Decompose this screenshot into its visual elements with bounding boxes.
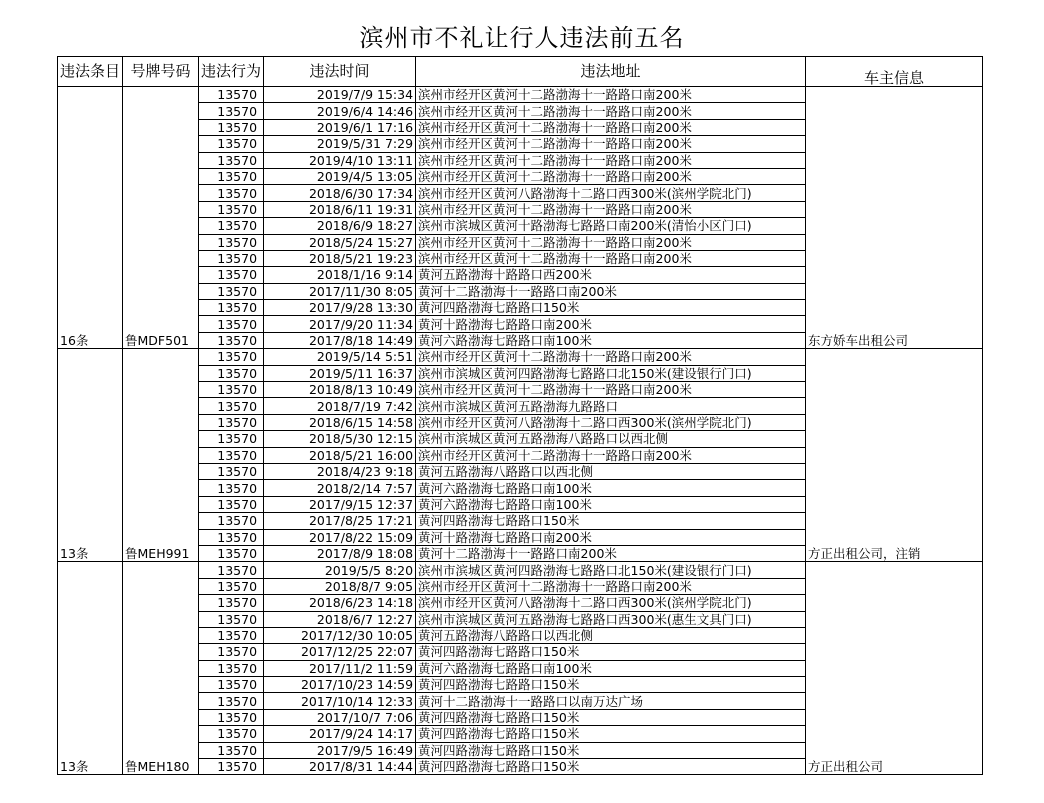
violation-address: 黄河四路渤海七路路口150米 (416, 644, 806, 660)
violation-address: 滨州市经开区黄河十二路渤海十一路路口南200米 (416, 234, 806, 250)
violation-time: 2017/10/14 12:33 (264, 693, 416, 709)
violation-address: 黄河五路渤海八路路口以西北侧 (416, 463, 806, 479)
violation-code: 13570 (199, 234, 264, 250)
page-title: 滨州市不礼让行人违法前五名 (359, 24, 685, 52)
violation-time: 2017/11/30 8:05 (264, 283, 416, 299)
violation-code: 13570 (199, 627, 264, 643)
header-row (58, 57, 983, 87)
violation-count: 13条 (58, 562, 123, 775)
violation-time: 2017/9/28 13:30 (264, 300, 416, 316)
violation-code: 13570 (199, 742, 264, 758)
violation-code: 13570 (199, 578, 264, 594)
violation-time: 2019/6/1 17:16 (264, 119, 416, 135)
violation-code: 13570 (199, 513, 264, 529)
plate-number: 鲁MDF501 (123, 87, 199, 349)
violation-address: 滨州市经开区黄河八路渤海十二路口西300米(滨州学院北门) (416, 414, 806, 430)
violation-time: 2018/5/21 19:23 (264, 250, 416, 266)
header-time: 违法时间 (264, 57, 416, 87)
violation-code: 13570 (199, 201, 264, 217)
violation-time: 2018/6/11 19:31 (264, 201, 416, 217)
violation-time: 2018/8/13 10:49 (264, 382, 416, 398)
violation-time: 2019/5/14 5:51 (264, 349, 416, 365)
violation-code: 13570 (199, 267, 264, 283)
violation-code: 13570 (199, 480, 264, 496)
violation-code: 13570 (199, 87, 264, 103)
violation-count: 16条 (58, 87, 123, 349)
violation-code: 13570 (199, 382, 264, 398)
violation-code: 13570 (199, 431, 264, 447)
violation-code: 13570 (199, 332, 264, 348)
violation-time: 2017/9/15 12:37 (264, 496, 416, 512)
header-address: 违法地址 (416, 57, 806, 87)
violation-address: 黄河五路渤海十路路口西200米 (416, 267, 806, 283)
violation-code: 13570 (199, 709, 264, 725)
violation-code: 13570 (199, 316, 264, 332)
violation-address: 滨州市经开区黄河十二路渤海十一路路口南200米 (416, 136, 806, 152)
owner-info: 方正出租公司，注销 (806, 349, 983, 562)
table-row (58, 87, 983, 103)
violation-time: 2019/5/11 16:37 (264, 365, 416, 381)
violation-time: 2017/12/30 10:05 (264, 627, 416, 643)
violation-address: 滨州市经开区黄河十二路渤海十一路路口南200米 (416, 168, 806, 184)
violation-address: 黄河十二路渤海十一路路口南200米 (416, 283, 806, 299)
violation-time: 2017/10/23 14:59 (264, 677, 416, 693)
header-owner: 车主信息 (806, 57, 983, 87)
violation-address: 黄河十二路渤海十一路路口南200米 (416, 545, 806, 561)
violation-code: 13570 (199, 545, 264, 561)
violation-time: 2019/7/9 15:34 (264, 87, 416, 103)
violation-address: 黄河十路渤海七路路口南200米 (416, 529, 806, 545)
violation-address: 滨州市经开区黄河十二路渤海十一路路口南200米 (416, 349, 806, 365)
table-row (58, 562, 983, 578)
violation-time: 2017/8/9 18:08 (264, 545, 416, 561)
violation-time: 2017/8/22 15:09 (264, 529, 416, 545)
violation-address: 黄河六路渤海七路路口南100米 (416, 480, 806, 496)
violation-code: 13570 (199, 726, 264, 742)
violation-address: 黄河四路渤海七路路口150米 (416, 742, 806, 758)
violation-address: 黄河四路渤海七路路口150米 (416, 726, 806, 742)
violation-address: 滨州市经开区黄河十二路渤海十一路路口南200米 (416, 382, 806, 398)
violation-code: 13570 (199, 365, 264, 381)
violation-address: 滨州市经开区黄河十二路渤海十一路路口南200米 (416, 119, 806, 135)
violation-address: 黄河五路渤海八路路口以西北侧 (416, 627, 806, 643)
table-body (58, 87, 983, 775)
violation-time: 2017/9/20 11:34 (264, 316, 416, 332)
violation-address: 滨州市滨城区黄河四路渤海七路路口北150米(建设银行门口) (416, 365, 806, 381)
violation-time: 2018/6/15 14:58 (264, 414, 416, 430)
header-count: 违法条目 (58, 57, 123, 87)
violation-time: 2018/5/30 12:15 (264, 431, 416, 447)
violation-address: 黄河四路渤海七路路口150米 (416, 300, 806, 316)
violation-time: 2018/6/30 17:34 (264, 185, 416, 201)
violation-address: 黄河四路渤海七路路口150米 (416, 709, 806, 725)
violation-code: 13570 (199, 152, 264, 168)
violation-time: 2017/12/25 22:07 (264, 644, 416, 660)
violation-code: 13570 (199, 168, 264, 184)
violation-time: 2019/5/5 8:20 (264, 562, 416, 578)
violation-code: 13570 (199, 463, 264, 479)
violation-time: 2018/2/14 7:57 (264, 480, 416, 496)
violation-address: 滨州市滨城区黄河五路渤海七路路口西300米(惠生文具门口) (416, 611, 806, 627)
violation-address: 滨州市经开区黄河十二路渤海十一路路口南200米 (416, 201, 806, 217)
violation-code: 13570 (199, 218, 264, 234)
violation-time: 2017/9/24 14:17 (264, 726, 416, 742)
violation-address: 黄河六路渤海七路路口南100米 (416, 496, 806, 512)
violation-address: 滨州市滨城区黄河五路渤海八路路口以西北侧 (416, 431, 806, 447)
violation-address: 黄河十路渤海七路路口南200米 (416, 316, 806, 332)
violation-address: 滨州市滨城区黄河十路渤海七路路口南200米(清怡小区门口) (416, 218, 806, 234)
violation-time: 2018/1/16 9:14 (264, 267, 416, 283)
violation-address: 滨州市经开区黄河十二路渤海十一路路口南200米 (416, 152, 806, 168)
violation-time: 2017/8/18 14:49 (264, 332, 416, 348)
violation-code: 13570 (199, 562, 264, 578)
table-row (58, 349, 983, 365)
violation-code: 13570 (199, 644, 264, 660)
violation-code: 13570 (199, 185, 264, 201)
header-code: 违法行为 (199, 57, 264, 87)
plate-number: 鲁MEH991 (123, 349, 199, 562)
violation-address: 黄河六路渤海七路路口南100米 (416, 660, 806, 676)
violation-time: 2017/11/2 11:59 (264, 660, 416, 676)
violation-time: 2017/8/31 14:44 (264, 759, 416, 775)
plate-number: 鲁MEH180 (123, 562, 199, 775)
owner-info: 方正出租公司 (806, 562, 983, 775)
violation-address: 滨州市滨城区黄河五路渤海九路路口 (416, 398, 806, 414)
violation-code: 13570 (199, 414, 264, 430)
violation-time: 2018/6/23 14:18 (264, 595, 416, 611)
violation-code: 13570 (199, 595, 264, 611)
violation-code: 13570 (199, 611, 264, 627)
violation-time: 2018/5/21 16:00 (264, 447, 416, 463)
violation-time: 2019/6/4 14:46 (264, 103, 416, 119)
violation-code: 13570 (199, 283, 264, 299)
violation-address: 黄河四路渤海七路路口150米 (416, 759, 806, 775)
violation-code: 13570 (199, 693, 264, 709)
header-plate: 号牌号码 (123, 57, 199, 87)
violation-code: 13570 (199, 300, 264, 316)
violation-address: 滨州市经开区黄河十二路渤海十一路路口南200米 (416, 250, 806, 266)
violation-time: 2018/6/7 12:27 (264, 611, 416, 627)
violation-address: 滨州市经开区黄河十二路渤海十一路路口南200米 (416, 578, 806, 594)
owner-info: 东方娇车出租公司 (806, 87, 983, 349)
violation-code: 13570 (199, 398, 264, 414)
violation-address: 滨州市经开区黄河八路渤海十二路口西300米(滨州学院北门) (416, 185, 806, 201)
violation-code: 13570 (199, 103, 264, 119)
violation-address: 滨州市经开区黄河十二路渤海十一路路口南200米 (416, 103, 806, 119)
violation-address: 黄河十二路渤海十一路路口以南万达广场 (416, 693, 806, 709)
violation-code: 13570 (199, 250, 264, 266)
violation-code: 13570 (199, 759, 264, 775)
violation-time: 2019/4/10 13:11 (264, 152, 416, 168)
violation-time: 2017/8/25 17:21 (264, 513, 416, 529)
violation-time: 2018/8/7 9:05 (264, 578, 416, 594)
violations-table (57, 56, 983, 775)
violation-time: 2018/5/24 15:27 (264, 234, 416, 250)
violation-address: 黄河六路渤海七路路口南100米 (416, 332, 806, 348)
violation-address: 滨州市滨城区黄河四路渤海七路路口北150米(建设银行门口) (416, 562, 806, 578)
violation-time: 2018/7/19 7:42 (264, 398, 416, 414)
violation-code: 13570 (199, 660, 264, 676)
violation-time: 2017/9/5 16:49 (264, 742, 416, 758)
violation-address: 滨州市经开区黄河十二路渤海十一路路口南200米 (416, 447, 806, 463)
violation-code: 13570 (199, 349, 264, 365)
violation-code: 13570 (199, 529, 264, 545)
violation-code: 13570 (199, 447, 264, 463)
violation-time: 2017/10/7 7:06 (264, 709, 416, 725)
violation-count: 13条 (58, 349, 123, 562)
violation-code: 13570 (199, 119, 264, 135)
violation-time: 2018/6/9 18:27 (264, 218, 416, 234)
violation-address: 滨州市经开区黄河十二路渤海十一路路口南200米 (416, 87, 806, 103)
violation-time: 2018/4/23 9:18 (264, 463, 416, 479)
violation-code: 13570 (199, 496, 264, 512)
violation-time: 2019/4/5 13:05 (264, 168, 416, 184)
violation-address: 黄河四路渤海七路路口150米 (416, 677, 806, 693)
violation-code: 13570 (199, 136, 264, 152)
violation-time: 2019/5/31 7:29 (264, 136, 416, 152)
violation-address: 黄河四路渤海七路路口150米 (416, 513, 806, 529)
violation-address: 滨州市经开区黄河八路渤海十二路口西300米(滨州学院北门) (416, 595, 806, 611)
violation-code: 13570 (199, 677, 264, 693)
